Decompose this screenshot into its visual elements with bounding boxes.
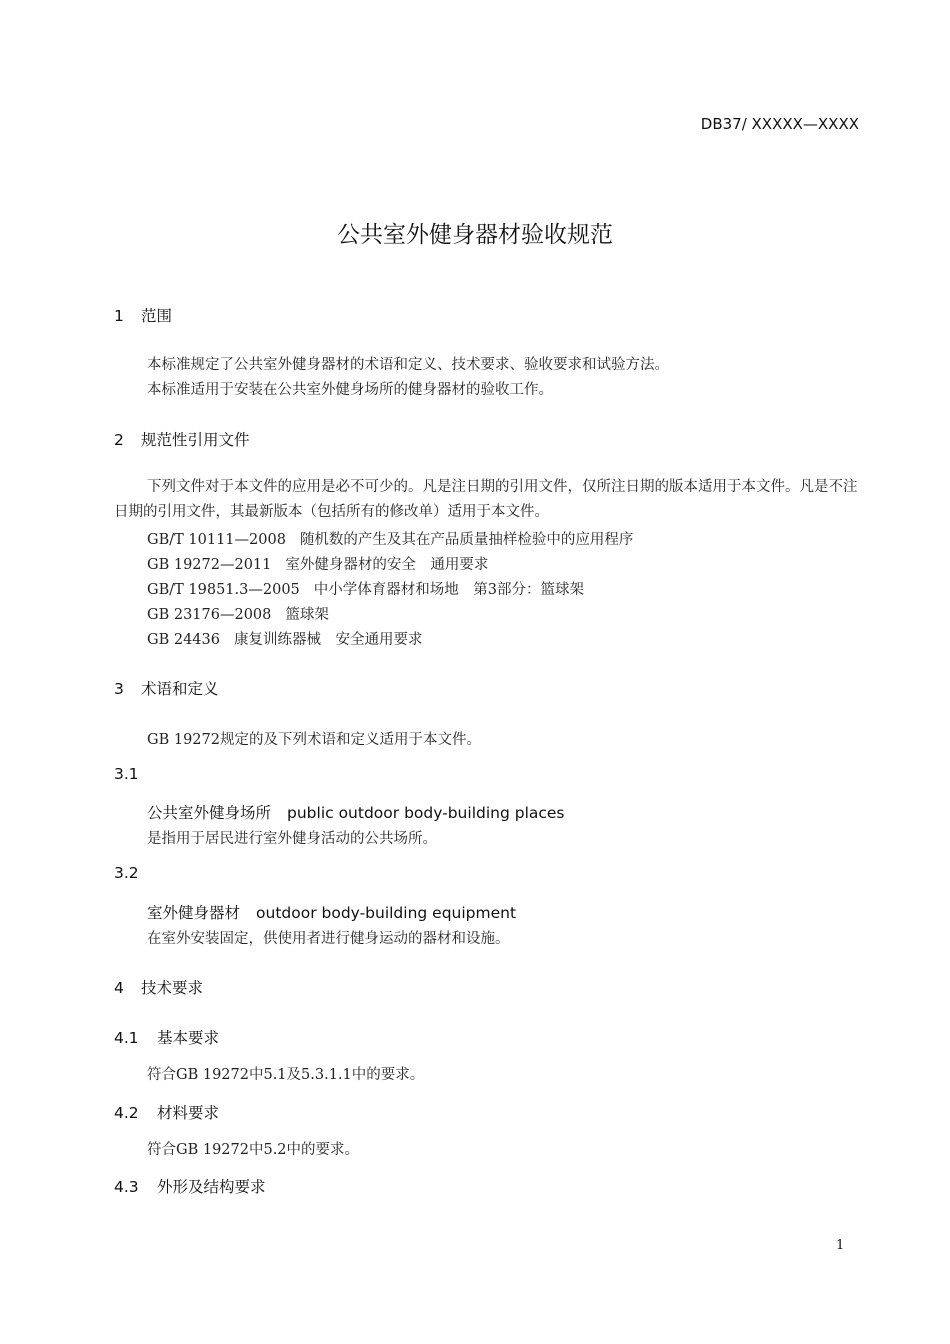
subsection-4-3-heading bbox=[114, 1175, 266, 1197]
term-number: 3.1 bbox=[114, 765, 139, 783]
subsection-4-1-heading bbox=[114, 1026, 219, 1048]
subsection-title: 基本要求 bbox=[157, 1029, 220, 1047]
section-title: 范围 bbox=[141, 307, 173, 325]
section-title: 术语和定义 bbox=[141, 680, 219, 698]
section-4-heading bbox=[114, 976, 203, 998]
subsection-title: 材料要求 bbox=[157, 1104, 220, 1122]
paragraph: 本标准规定了公共室外健身器材的术语和定义、技术要求、验收要求和试验方法。 bbox=[147, 357, 669, 373]
subsection-title: 外形及结构要求 bbox=[157, 1178, 266, 1196]
term-definition: 在室外安装固定，供使用者进行健身运动的器材和设施。 bbox=[147, 931, 510, 947]
subsection-number: 4.2 bbox=[114, 1104, 139, 1122]
term-heading bbox=[147, 901, 516, 923]
section-number: 4 bbox=[114, 979, 124, 997]
term-number: 3.2 bbox=[114, 864, 139, 882]
section-3-heading bbox=[114, 677, 219, 699]
section-1-heading bbox=[114, 304, 172, 326]
section-number: 2 bbox=[114, 431, 124, 449]
section-title: 技术要求 bbox=[141, 979, 204, 997]
reference-name: 随机数的产生及其在产品质量抽样检验中的应用程序 bbox=[299, 532, 634, 548]
term-zh: 公共室外健身场所 bbox=[147, 804, 272, 822]
paragraph: 下列文件对于本文件的应用是必不可少的。凡是注日期的引用文件，仅所注日期的版本适用于本文件。凡是不注日期的引用文件，其最新版本（包括所有的修改单）适用于本文件。 bbox=[114, 479, 858, 520]
subsection-number: 4.3 bbox=[114, 1178, 139, 1196]
reference-name: 篮球架 bbox=[285, 607, 329, 623]
paragraph: 符合GB 19272中5.2中的要求。 bbox=[147, 1142, 360, 1158]
reference-item bbox=[147, 578, 584, 599]
reference-item bbox=[147, 628, 422, 649]
reference-code: GB/T 10111—2008 bbox=[147, 532, 286, 548]
document-title: 公共室外健身器材验收规范 bbox=[337, 222, 613, 248]
term-definition: 是指用于居民进行室外健身活动的公共场所。 bbox=[147, 831, 437, 847]
subsection-4-2-heading bbox=[114, 1101, 219, 1123]
reference-name: 康复训练器械 安全通用要求 bbox=[233, 632, 423, 648]
section-2-heading bbox=[114, 428, 250, 450]
term-zh: 室外健身器材 bbox=[147, 904, 241, 922]
paragraph: 本标准适用于安装在公共室外健身场所的健身器材的验收工作。 bbox=[147, 382, 553, 398]
reference-item bbox=[147, 528, 633, 549]
term-en: outdoor body-building equipment bbox=[256, 904, 517, 922]
term-heading bbox=[147, 801, 565, 823]
document-number: DB37/ XXXXX—XXXX bbox=[700, 115, 859, 133]
paragraph: GB 19272规定的及下列术语和定义适用于本文件。 bbox=[147, 732, 481, 748]
term-en: public outdoor body-building places bbox=[287, 804, 565, 822]
reference-code: GB 19272—2011 bbox=[147, 557, 272, 573]
section-title: 规范性引用文件 bbox=[141, 431, 250, 449]
reference-name: 室外健身器材的安全 通用要求 bbox=[285, 557, 489, 573]
reference-item bbox=[147, 553, 488, 574]
page-number: 1 bbox=[836, 1238, 845, 1253]
section-number: 3 bbox=[114, 680, 124, 698]
reference-item bbox=[147, 603, 329, 624]
reference-code: GB 24436 bbox=[147, 632, 220, 648]
section-number: 1 bbox=[114, 307, 124, 325]
reference-code: GB 23176—2008 bbox=[147, 607, 272, 623]
reference-code: GB/T 19851.3—2005 bbox=[147, 582, 300, 598]
reference-name: 中小学体育器材和场地 第3部分：篮球架 bbox=[313, 582, 585, 598]
subsection-number: 4.1 bbox=[114, 1029, 139, 1047]
paragraph: 符合GB 19272中5.1及5.3.1.1中的要求。 bbox=[147, 1067, 425, 1083]
